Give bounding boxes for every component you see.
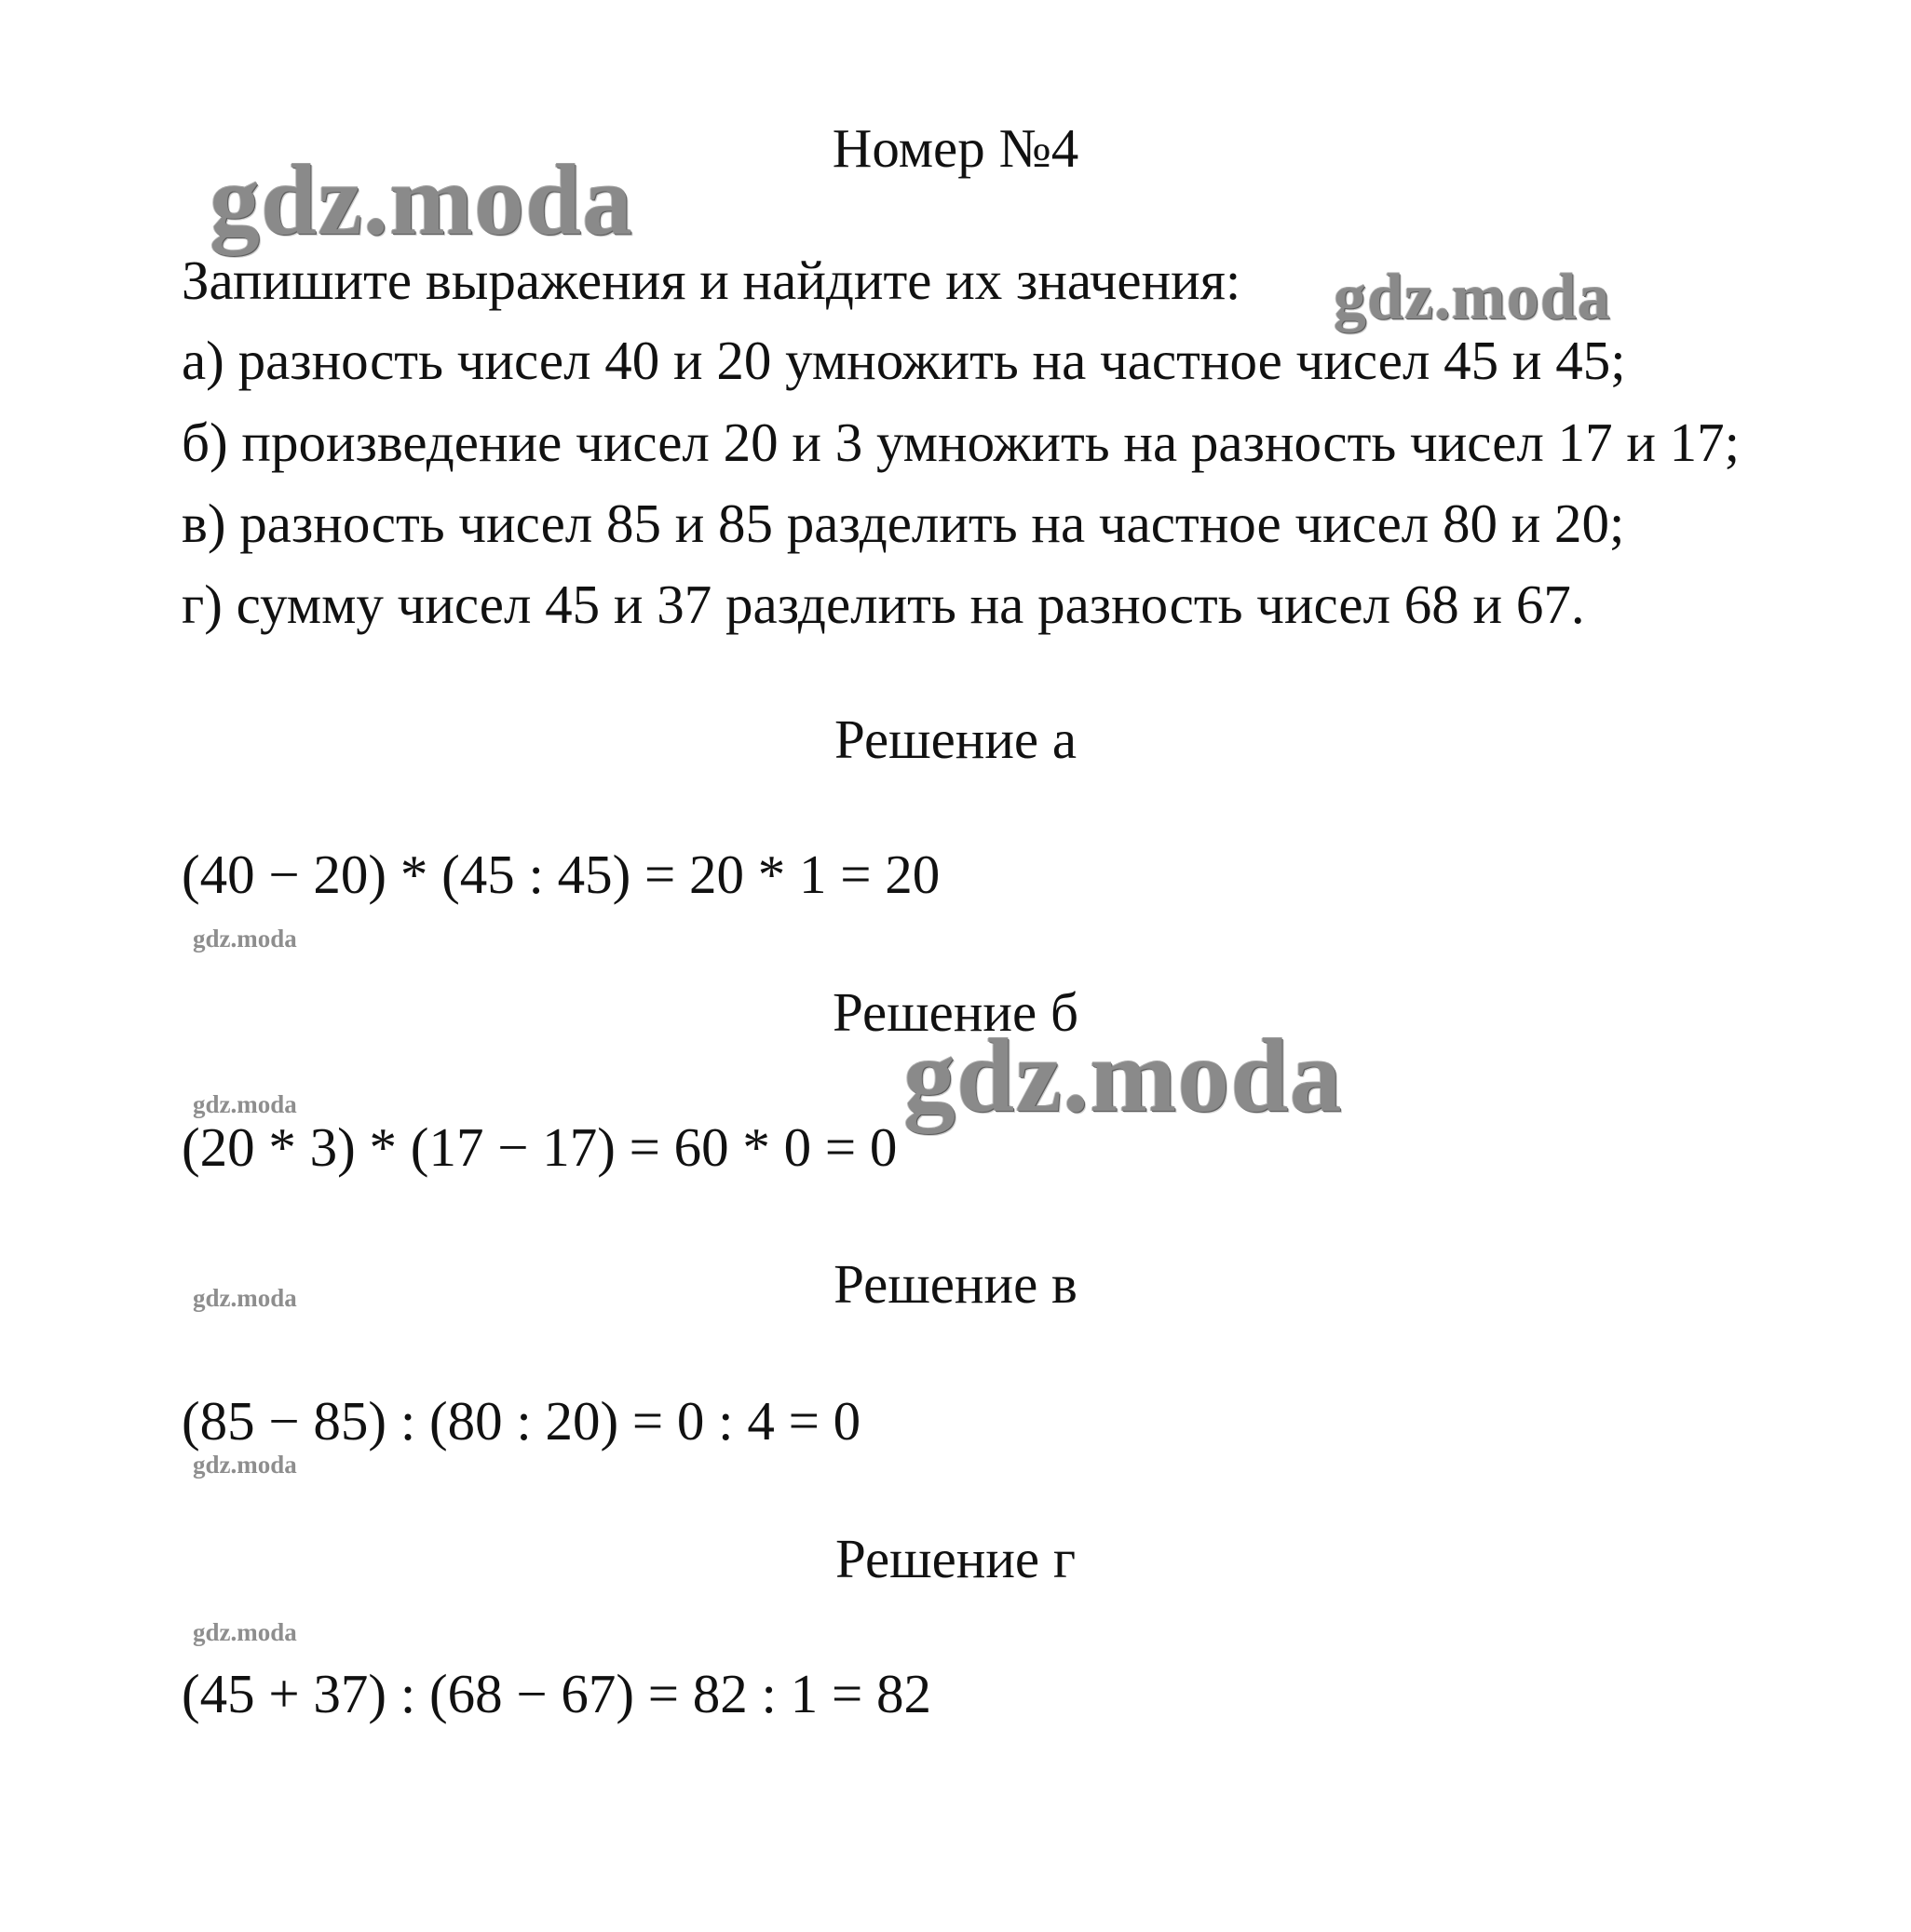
solution-heading-g: Решение г <box>834 1528 1077 1589</box>
solution-expression-b: (20 * 3) * (17 − 17) = 60 * 0 = 0 <box>182 1116 898 1178</box>
watermark-small: gdz.moda <box>193 1284 297 1312</box>
solution-heading-v: Решение в <box>834 1253 1077 1315</box>
task-item-v: в) разность чисел 85 и 85 разделить на частное чисел 80 и 20; <box>182 493 1625 554</box>
watermark-small: gdz.moda <box>193 1618 297 1646</box>
task-item-b: б) произведение чисел 20 и 3 умножить на разность чисел 17 и 17; <box>182 412 1741 473</box>
watermark-small: gdz.moda <box>193 1090 297 1118</box>
watermark-large: gdz.moda <box>1334 262 1611 333</box>
watermark-small: gdz.moda <box>193 925 297 952</box>
solution-expression-a: (40 − 20) * (45 : 45) = 20 * 1 = 20 <box>182 844 941 905</box>
page-title: Номер №4 <box>832 117 1079 179</box>
solution-heading-b: Решение б <box>833 981 1078 1043</box>
solution-heading-a: Решение а <box>834 709 1077 770</box>
solution-expression-v: (85 − 85) : (80 : 20) = 0 : 4 = 0 <box>182 1390 861 1452</box>
watermark-large: gdz.moda <box>903 1019 1343 1134</box>
solution-expression-g: (45 + 37) : (68 − 67) = 82 : 1 = 82 <box>182 1663 931 1724</box>
watermark-small: gdz.moda <box>193 1451 297 1479</box>
task-item-g: г) сумму чисел 45 и 37 разделить на разность чисел 68 и 67. <box>182 574 1585 635</box>
watermark-large: gdz.moda <box>210 145 634 256</box>
task-item-a: а) разность чисел 40 и 20 умножить на частное чисел 45 и 45; <box>182 330 1626 391</box>
task-intro: Запишите выражения и найдите их значения: <box>182 250 1241 311</box>
